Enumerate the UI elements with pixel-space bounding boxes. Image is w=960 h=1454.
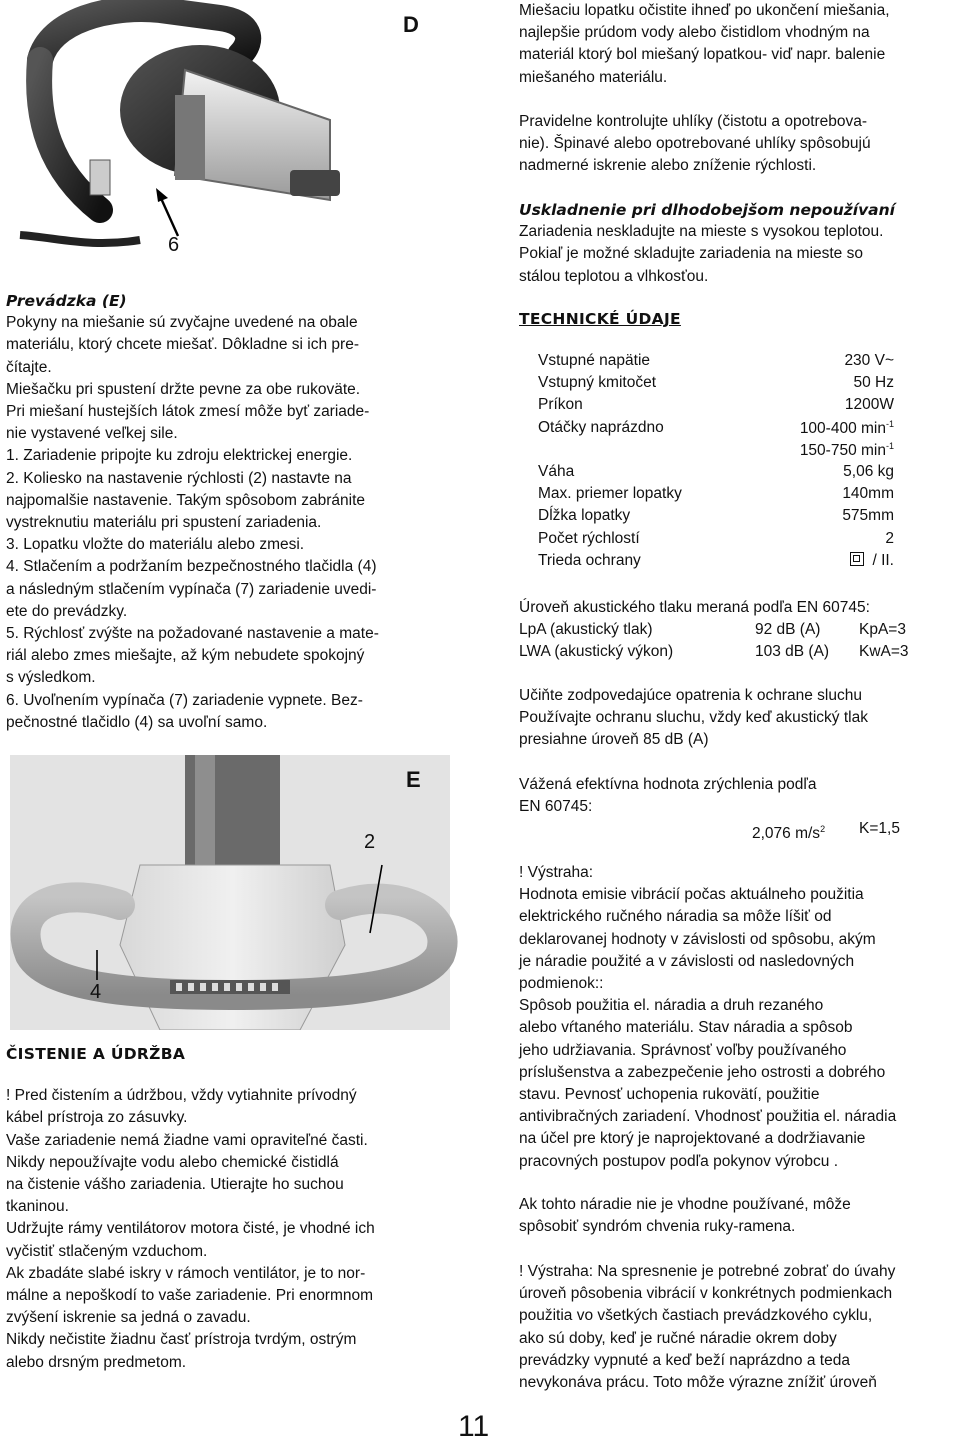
text-line: alebo vŕtaného materiálu. Stav náradia a spôsob — [519, 1019, 853, 1037]
spec-value: 100-400 $\min^{-1}$ — [799, 418, 894, 437]
cistenie-text — [6, 1085, 446, 1374]
text-line: Nikdy nečistite žiadnu časť prístroja tvrdým, ostrým — [6, 1331, 357, 1349]
text-line: kábel prístroja zo zásuvky. — [6, 1109, 188, 1127]
text-line: Miešačku pri spustení držte pevne za obe rukoväte. — [6, 380, 361, 398]
text-line: pečnostné tlačidlo (4) sa uvoľní samo. — [6, 713, 268, 731]
text-line: Spôsob použitia el. náradia a druh rezaného — [519, 997, 824, 1015]
text-line: príslušenstva a zabezpečenie jeho ostrosti a dobrého — [519, 1063, 886, 1081]
figure-d-callout-6: 6 — [168, 234, 180, 256]
text-line: ete do prevádzky. — [6, 602, 128, 620]
text-line: 3. Lopatku vložte do materiálu alebo zmesi. — [6, 536, 305, 554]
storage-title: Uskladnenie pri dlhodobejšom nepoužívaní — [519, 201, 895, 219]
text-line: 4. Stlačením a podržaním bezpečnostného tlačidla (4) — [6, 558, 377, 576]
spec-row — [538, 374, 894, 396]
text-line: Udržujte rámy ventilátorov motora čisté, je vhodné ich — [6, 1220, 375, 1238]
text-line: antivibračných zariadení. Vhodnosť použitia el. náradia — [519, 1108, 897, 1126]
text-line: na účel pre ktorý je naprojektované a dodržiavanie — [519, 1130, 866, 1148]
left-column-cistenie — [6, 1043, 446, 1374]
text-line: Pokyny na miešanie sú zvyčajne uvedené na obale — [6, 314, 358, 332]
tech-spec-table — [538, 352, 894, 574]
text-line: nie). Špinavé alebo opotrebované uhlíky spôsobujú — [519, 135, 871, 153]
text-line: stavu. Pevnosť uchopenia rukovätí, použitie — [519, 1086, 820, 1104]
vibration-section — [519, 774, 959, 842]
text-line: elektrického ručného náradia sa môže líšiť od — [519, 908, 832, 926]
text-line: je náradie použité a v závislosti od nasledovných — [519, 952, 855, 970]
tech-data-title: TECHNICKÉ ÚDAJE — [519, 310, 681, 328]
spec-value: 2 — [885, 529, 894, 547]
text-line: pracovných postupov podľa pokynov výrobcu . — [519, 1152, 839, 1170]
text-line: riál alebo zmes miešajte, až kým nebudete spokojný — [6, 647, 365, 665]
hearing-protection-text — [519, 685, 959, 752]
spec-value: 5,06 kg — [843, 462, 894, 480]
spec-key: Váha — [538, 462, 575, 480]
noise-row — [519, 641, 959, 663]
text-line: a následným stlačením vypínača (7) zariadenie uvedi- — [6, 580, 377, 598]
vibration-k: K=1,5 — [859, 820, 900, 838]
text-line: materiálu, ktorý chcete miešať. Dôkladne si ich pre- — [6, 336, 359, 354]
text-line: ! Výstraha: Na spresnenie je potrebné zobrať do úvahy — [519, 1263, 896, 1280]
text-line: Ak zbadáte slabé iskry v rámoch ventilátor, je to nor- — [6, 1264, 366, 1282]
spec-row — [538, 552, 894, 574]
spec-key: Vstupné napätie — [538, 352, 651, 369]
text-line: najlepšie prúdom vody alebo čistidlom vhodným na — [519, 24, 870, 42]
double-insulation-icon — [850, 552, 864, 566]
spec-value: 50 Hz — [853, 374, 894, 392]
prevadzka-title: Prevádzka (E) — [6, 292, 127, 310]
text-line: čítajte. — [6, 358, 52, 376]
text-line: Zariadenia neskladujte na mieste s vysokou teplotou. — [519, 223, 884, 241]
spec-value: 140mm — [842, 485, 894, 503]
noise-cell: LpA (akustický tlak) — [519, 621, 653, 639]
text-line: Vaše zariadenie nemá žiadne vami opraviteľné časti. — [6, 1131, 368, 1149]
figure-d — [0, 0, 460, 272]
text-line: Používajte ochranu sluchu, vždy keď akustický tlak — [519, 709, 868, 727]
spec-value: 230 V~ — [844, 352, 894, 369]
hand-arm-warning-text — [519, 1194, 959, 1238]
noise-cell: 92 dB (A) — [755, 621, 821, 639]
noise-cell: KwA=3 — [859, 643, 909, 661]
spec-row — [538, 507, 894, 529]
noise-title: Úroveň akustického tlaku meraná podľa EN 60745: — [519, 599, 870, 616]
vibration-value-row — [519, 818, 959, 842]
figure-e — [0, 755, 460, 1030]
text-line: Hodnota emisie vibrácií počas aktuálneho použitia — [519, 886, 864, 904]
spec-value: 1200W — [844, 396, 894, 414]
vibration-text — [519, 774, 959, 818]
noise-cell: KpA=3 — [859, 621, 906, 639]
noise-section — [519, 597, 959, 664]
page-number: 11 — [458, 1410, 490, 1443]
figure-e-callout-4: 4 — [90, 981, 102, 1003]
text-line: tkaninou. — [6, 1198, 69, 1216]
storage-section — [519, 199, 959, 288]
text-line: jeho udržiavania. Správnosť voľby používaného — [519, 1041, 847, 1059]
text-line: spôsobiť syndróm chvenia ruky-ramena. — [519, 1218, 796, 1236]
spec-row — [538, 485, 894, 507]
text-line: podmienok:: — [519, 975, 604, 993]
text-line: vyčistiť stlačeným vzduchom. — [6, 1242, 208, 1260]
noise-cell: 103 dB (A) — [755, 643, 830, 661]
text-line: úroveň pôsobenia vibrácií v konkrétnych podmienkach — [519, 1285, 893, 1303]
spec-key: Príkon — [538, 396, 583, 414]
spec-row — [538, 352, 894, 374]
text-line: Ak tohto náradie nie je vhodne používané, môže — [519, 1196, 851, 1213]
text-line: najpomalšie nastavenie. Takým spôsobom zabránite — [6, 491, 365, 509]
text-line: vystreknutiu materiálu pri spustení zariadenia. — [6, 514, 322, 532]
text-line: presiahne úroveň 85 dB (A) — [519, 731, 709, 749]
prevadzka-text — [6, 312, 446, 734]
spec-row — [538, 419, 894, 441]
text-line: ako sú doby, keď je ručné náradie okrem doby — [519, 1329, 837, 1347]
text-line: Pri miešaní hustejších látok zmesí môže byť zariade- — [6, 403, 370, 421]
text-line: málne a nepoškodí to vaše zariadenie. Pri enormnom — [6, 1287, 374, 1305]
text-line: Vážená efektívna hodnota zrýchlenia podľa — [519, 776, 817, 793]
text-line: materiál ktorý bol miešaný lopatkou- viď napr. balenie — [519, 46, 886, 64]
text-line: deklarovanej hodnoty v závislosti od spôsobu, akým — [519, 930, 876, 948]
text-line: prevádzky vypnuté a keď beží naprázdno a teda — [519, 1351, 850, 1369]
spec-key: Vstupný kmitočet — [538, 374, 657, 392]
noise-cell: LWA (akustický výkon) — [519, 643, 674, 661]
text-line: na čistenie vášho zariadenia. Utierajte ho suchou — [6, 1176, 344, 1194]
carbon-brushes-text — [519, 111, 959, 178]
spec-value: 575mm — [842, 507, 894, 525]
text-line: Pokiaľ je možné skladujte zariadenia na mieste so — [519, 245, 863, 263]
spec-row — [538, 463, 894, 485]
spec-row — [538, 441, 894, 463]
exposure-warning-text — [519, 1261, 959, 1394]
figure-d-photo — [0, 0, 460, 272]
spec-key: Otáčky naprázdno — [538, 418, 664, 436]
figure-e-photo — [0, 755, 460, 1030]
figure-d-letter: D — [403, 12, 419, 37]
text-line: použitia vo všetkých častiach prevádzkového cyklu, — [519, 1307, 873, 1325]
text-line: ! Výstraha: — [519, 864, 594, 881]
text-line: stálou teplotou a vlhkosťou. — [519, 267, 709, 285]
spec-value: 150-750 $\min^{-1}$ — [799, 440, 894, 459]
noise-row — [519, 619, 959, 641]
text-line: Miešaciu lopatku očistite ihneď po ukončení miešania, — [519, 2, 890, 19]
spec-row — [538, 396, 894, 418]
cistenie-title: ČISTENIE A ÚDRŽBA — [6, 1045, 186, 1063]
text-line: nadmerné iskrenie alebo zníženie rýchlosti. — [519, 157, 817, 175]
spec-key: Max. priemer lopatky — [538, 485, 682, 503]
spec-key: Trieda ochrany — [538, 551, 641, 569]
text-line: Učiňte zodpovedajúce opatrenia k ochrane sluchu — [519, 687, 862, 704]
spec-key: Dĺžka lopatky — [538, 507, 631, 525]
text-line: alebo drsným predmetom. — [6, 1353, 187, 1371]
text-line: nevykonáva prácu. Toto môže výrazne znížiť úroveň — [519, 1374, 877, 1392]
text-line: miešaného materiálu. — [519, 68, 668, 86]
noise-table — [519, 619, 959, 663]
figure-e-letter: E — [406, 767, 421, 792]
maintenance-intro-text — [519, 0, 959, 89]
text-line: 1. Zariadenie pripojte ku zdroju elektrickej energie. — [6, 447, 353, 465]
left-column-prevadzka — [6, 290, 446, 734]
spec-key: Počet rýchlostí — [538, 529, 640, 547]
vibration-value: 2,076 $m/s^2$ — [752, 824, 826, 843]
spec-value: / II. — [850, 552, 894, 570]
figure-e-callout-2: 2 — [364, 831, 376, 853]
text-line: nie vystavené veľkej sile. — [6, 425, 178, 443]
text-line: 6. Uvoľnením vypínača (7) zariadenie vypnete. Bez- — [6, 691, 363, 709]
text-line: Nikdy nepoužívajte vodu alebo chemické čistidlá — [6, 1153, 339, 1171]
spec-row — [538, 530, 894, 552]
text-line: 2. Koliesko na nastavenie rýchlosti (2) nastavte na — [6, 469, 352, 487]
storage-text — [519, 221, 959, 288]
text-line: Pravidelne kontrolujte uhlíky (čistotu a opotrebova- — [519, 113, 868, 130]
text-line: zvýšení iskrenie sa jedná o zavadu. — [6, 1309, 251, 1327]
text-line: EN 60745: — [519, 798, 593, 816]
vibration-warning-text — [519, 862, 959, 1173]
text-line: 5. Rýchlosť zvýšte na požadované nastavenie a mate- — [6, 625, 379, 643]
text-line: ! Pred čistením a údržbou, vždy vytiahnite prívodný — [6, 1087, 357, 1105]
text-line: s výsledkom. — [6, 669, 96, 687]
